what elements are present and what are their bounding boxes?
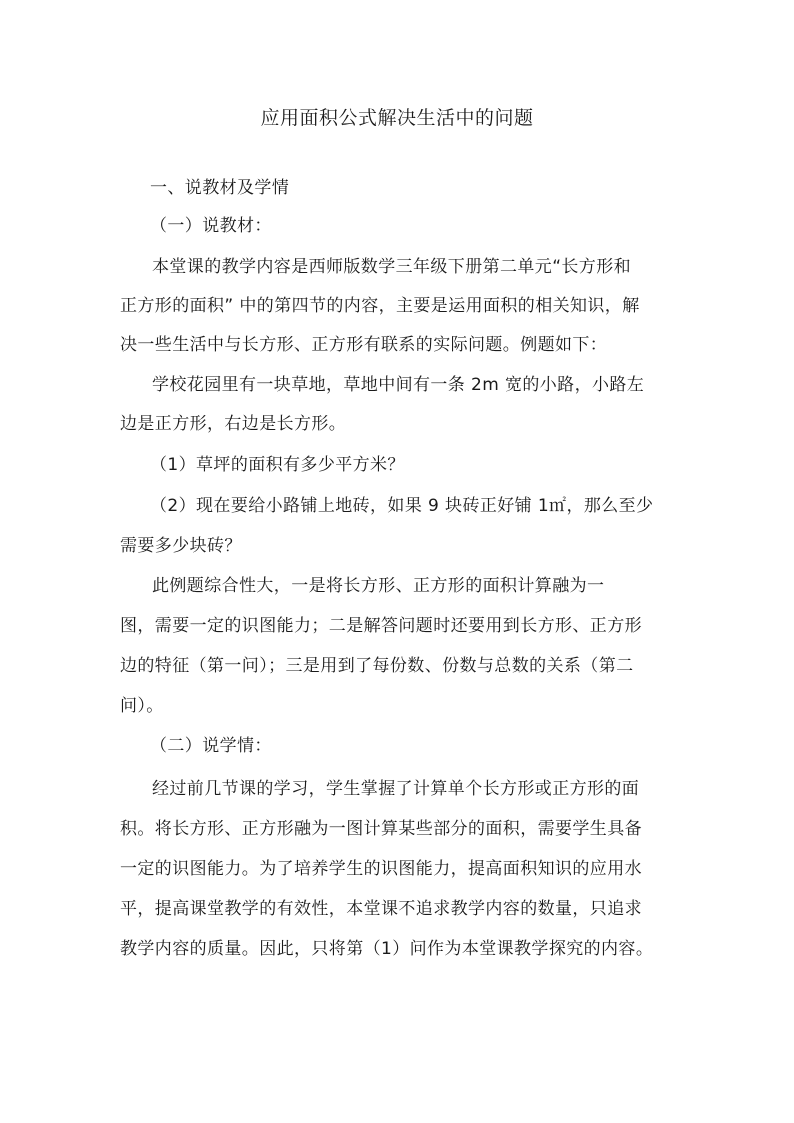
question-2-line: （2）现在要给小路铺上地砖，如果 9 块砖正好铺 1㎡，那么至少 <box>150 496 654 516</box>
question-1: （1）草坪的面积有多少平方米？ <box>150 455 405 475</box>
paragraph-line: 平，提高课堂教学的有效性，本堂课不追求教学内容的数量，只追求 <box>120 899 642 919</box>
section-heading-1: 一、说教材及学情 <box>150 178 290 198</box>
sub-heading-students: （二）说学情： <box>150 736 272 756</box>
paragraph-line: 教学内容的质量。因此，只将第（1）问作为本堂课教学探究的内容。 <box>120 939 654 959</box>
paragraph-line: 此例题综合性大，一是将长方形、正方形的面积计算融为一 <box>152 576 605 596</box>
paragraph-line: 积。将长方形、正方形融为一图计算某些部分的面积，需要学生具备 <box>120 819 642 839</box>
question-2-line: 需要多少块砖？ <box>120 536 242 556</box>
paragraph-line: 图，需要一定的识图能力；二是解答问题时还要用到长方形、正方形 <box>120 616 642 636</box>
paragraph-line: 决一些生活中与长方形、正方形有联系的实际问题。例题如下： <box>120 335 608 355</box>
paragraph-line: 经过前几节课的学习，学生掌握了计算单个长方形或正方形的面 <box>152 779 640 799</box>
sub-heading-textbook: （一）说教材： <box>150 216 272 236</box>
paragraph-line: 学校花园里有一块草地，草地中间有一条 2m 宽的小路，小路左 <box>152 375 645 395</box>
document-body <box>120 0 680 1123</box>
paragraph-line: 本堂课的教学内容是西师版数学三年级下册第二单元“长方形和 <box>152 257 632 277</box>
paragraph-line: 边是正方形，右边是长方形。 <box>120 414 347 434</box>
paragraph-line: 一定的识图能力。为了培养学生的识图能力，提高面积知识的应用水 <box>120 859 642 879</box>
paragraph-line: 问）。 <box>120 696 164 716</box>
paragraph-line: 边的特征（第一问）；三是用到了每份数、份数与总数的关系（第二 <box>120 656 634 676</box>
paragraph-line: 正方形的面积” 中的第四节的内容，主要是运用面积的相关知识，解 <box>120 296 640 316</box>
document-title: 应用面积公式解决生活中的问题 <box>260 107 534 129</box>
